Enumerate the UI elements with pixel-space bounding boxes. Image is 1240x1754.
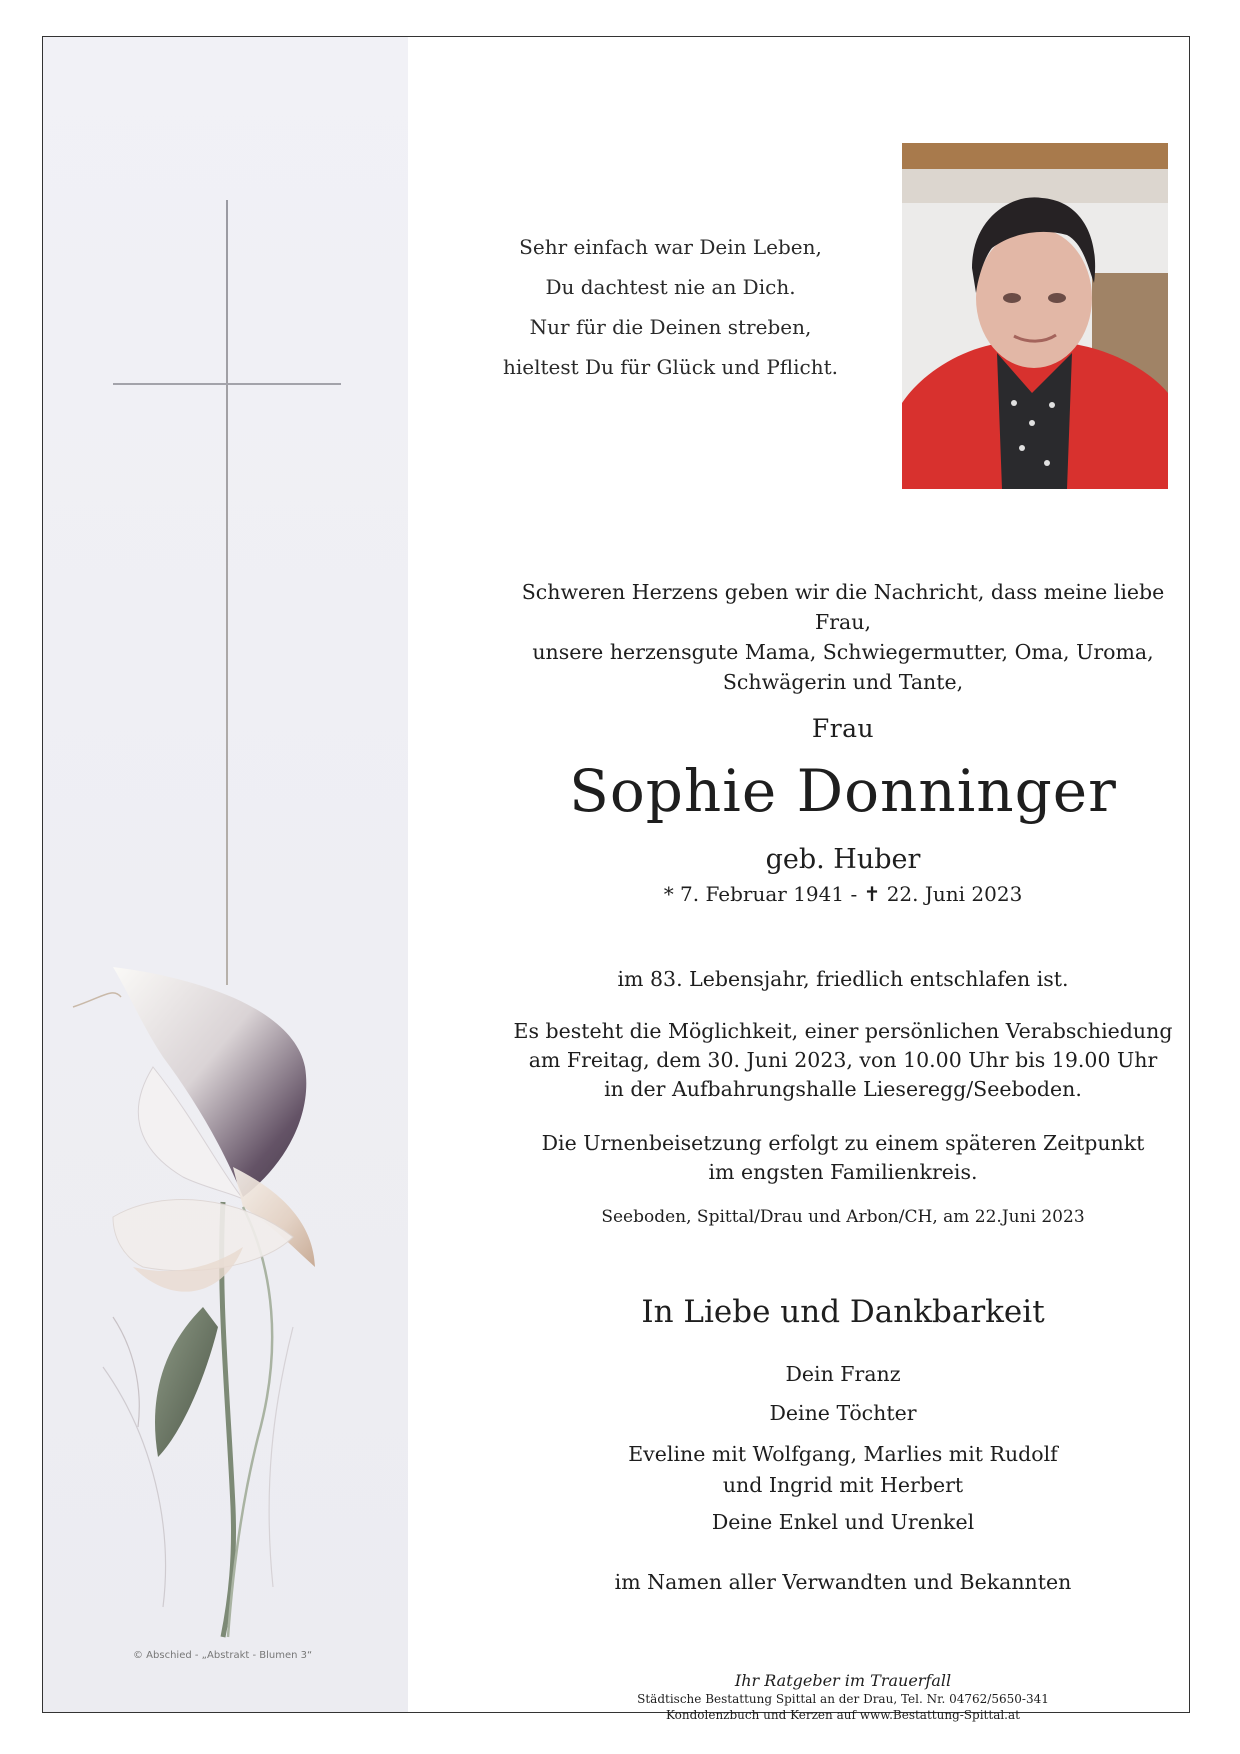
place-and-date: Seeboden, Spittal/Drau und Arbon/CH, am 22.Juni 2023 xyxy=(601,1207,1085,1227)
decorative-side-panel xyxy=(43,37,408,1712)
calla-lily-illustration xyxy=(43,967,408,1647)
urn-burial-info xyxy=(493,1129,1193,1187)
poem-line: Sehr einfach war Dein Leben, xyxy=(519,235,822,259)
footer-contact: Städtische Bestattung Spittal an der Drau, Tel. Nr. 04762/5650-341 xyxy=(637,1692,1049,1706)
footer-slogan: Ihr Ratgeber im Trauerfall xyxy=(734,1671,952,1690)
farewell-line: Es besteht die Möglichkeit, einer persönlichen Verabschiedung xyxy=(513,1019,1173,1043)
deceased-name: Sophie Donninger xyxy=(569,757,1117,825)
farewell-info xyxy=(493,1017,1193,1104)
poem-line: Du dachtest nie an Dich. xyxy=(545,275,796,299)
honorific: Frau xyxy=(811,714,875,743)
signer-line: Deine Enkel und Urenkel xyxy=(711,1510,975,1534)
love-gratitude-heading: In Liebe und Dankbarkeit xyxy=(641,1294,1045,1330)
intro-line: unsere herzensgute Mama, Schwiegermutter, Oma, Uroma, xyxy=(532,640,1154,664)
footer-website: Kondolenzbuch und Kerzen auf www.Bestattung-Spittal.at xyxy=(666,1708,1020,1722)
poem-line: Nur für die Deinen streben, xyxy=(529,315,812,339)
urn-line: im engsten Familienkreis. xyxy=(708,1160,978,1184)
signer-line: und Ingrid mit Herbert xyxy=(722,1473,964,1497)
relatives-line: im Namen aller Verwandten und Bekannten xyxy=(614,1570,1072,1594)
cross-vertical-bar xyxy=(226,200,228,985)
announcement-intro xyxy=(493,577,1193,697)
poem-line: hieltest Du für Glück und Pflicht. xyxy=(502,355,839,379)
cross-horizontal-bar xyxy=(113,383,341,385)
age-statement: im 83. Lebensjahr, friedlich entschlafen ist. xyxy=(617,967,1069,991)
funeral-home-footer xyxy=(493,1673,1193,1723)
signer-line: Eveline mit Wolfgang, Marlies mit Rudolf xyxy=(628,1442,1058,1466)
farewell-line: am Freitag, dem 30. Juni 2023, von 10.00 Uhr bis 19.00 Uhr xyxy=(528,1048,1158,1072)
farewell-line: in der Aufbahrungshalle Lieseregg/Seeboden. xyxy=(604,1077,1082,1101)
signer-line: Dein Franz xyxy=(785,1362,901,1386)
obituary-frame xyxy=(42,36,1190,1722)
image-copyright-note: © Abschied - „Abstrakt - Blumen 3“ xyxy=(133,1650,313,1661)
family-signers xyxy=(493,1355,1193,1542)
life-dates: * 7. Februar 1941 - ✝ 22. Juni 2023 xyxy=(663,882,1023,906)
portrait-photo xyxy=(902,143,1168,489)
maiden-name: geb. Huber xyxy=(765,844,921,875)
signer-line: Deine Töchter xyxy=(769,1401,917,1425)
intro-line: Schwägerin und Tante, xyxy=(722,670,964,694)
intro-line: Schweren Herzens geben wir die Nachricht, dass meine liebe Frau, xyxy=(521,580,1165,634)
poem xyxy=(498,227,843,387)
urn-line: Die Urnenbeisetzung erfolgt zu einem späteren Zeitpunkt xyxy=(541,1131,1145,1155)
